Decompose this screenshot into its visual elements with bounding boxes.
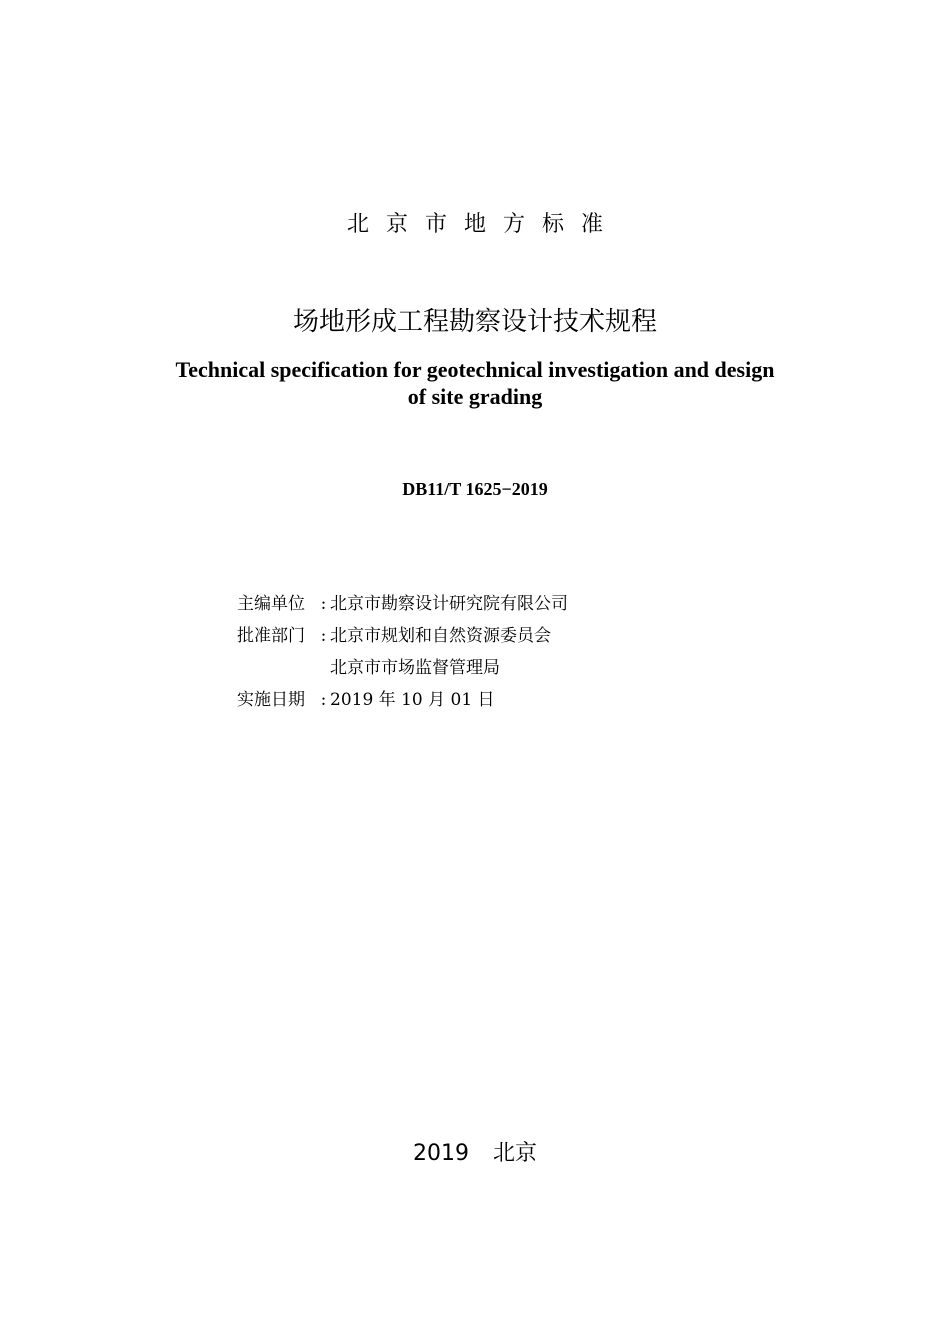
approver-value-2: 北京市市场监督管理局 xyxy=(330,658,500,678)
title-english-line-2: of site grading xyxy=(407,384,543,409)
editor-row xyxy=(237,590,737,622)
footer xyxy=(0,1138,950,1170)
approver-colon: : xyxy=(320,626,327,646)
standard-number: DB11/T 1625−2019 xyxy=(402,479,548,499)
info-block xyxy=(237,590,737,718)
editor-colon: : xyxy=(320,594,327,614)
editor-value: 北京市勘察设计研究院有限公司 xyxy=(330,594,568,614)
footer-year: 2019 xyxy=(412,1141,469,1166)
approver-row xyxy=(237,622,737,654)
standard-category: 北京市地方标准 xyxy=(346,212,620,237)
editor-label: 主编单位 xyxy=(237,594,305,614)
effective-value: 2019 年 10 月 01 日 xyxy=(330,690,495,710)
effective-label: 实施日期 xyxy=(237,690,305,710)
approver-row-2 xyxy=(237,654,737,686)
approver-value-1: 北京市规划和自然资源委员会 xyxy=(330,626,551,646)
title-chinese: 场地形成工程勘察设计技术规程 xyxy=(292,307,657,337)
title-english-line-1: Technical specification for geotechnical investigation and design xyxy=(175,357,775,382)
effective-colon: : xyxy=(320,690,327,710)
title-english xyxy=(0,356,950,410)
effective-row xyxy=(237,686,737,718)
footer-city: 北京 xyxy=(492,1141,537,1166)
approver-label: 批准部门 xyxy=(237,626,305,646)
